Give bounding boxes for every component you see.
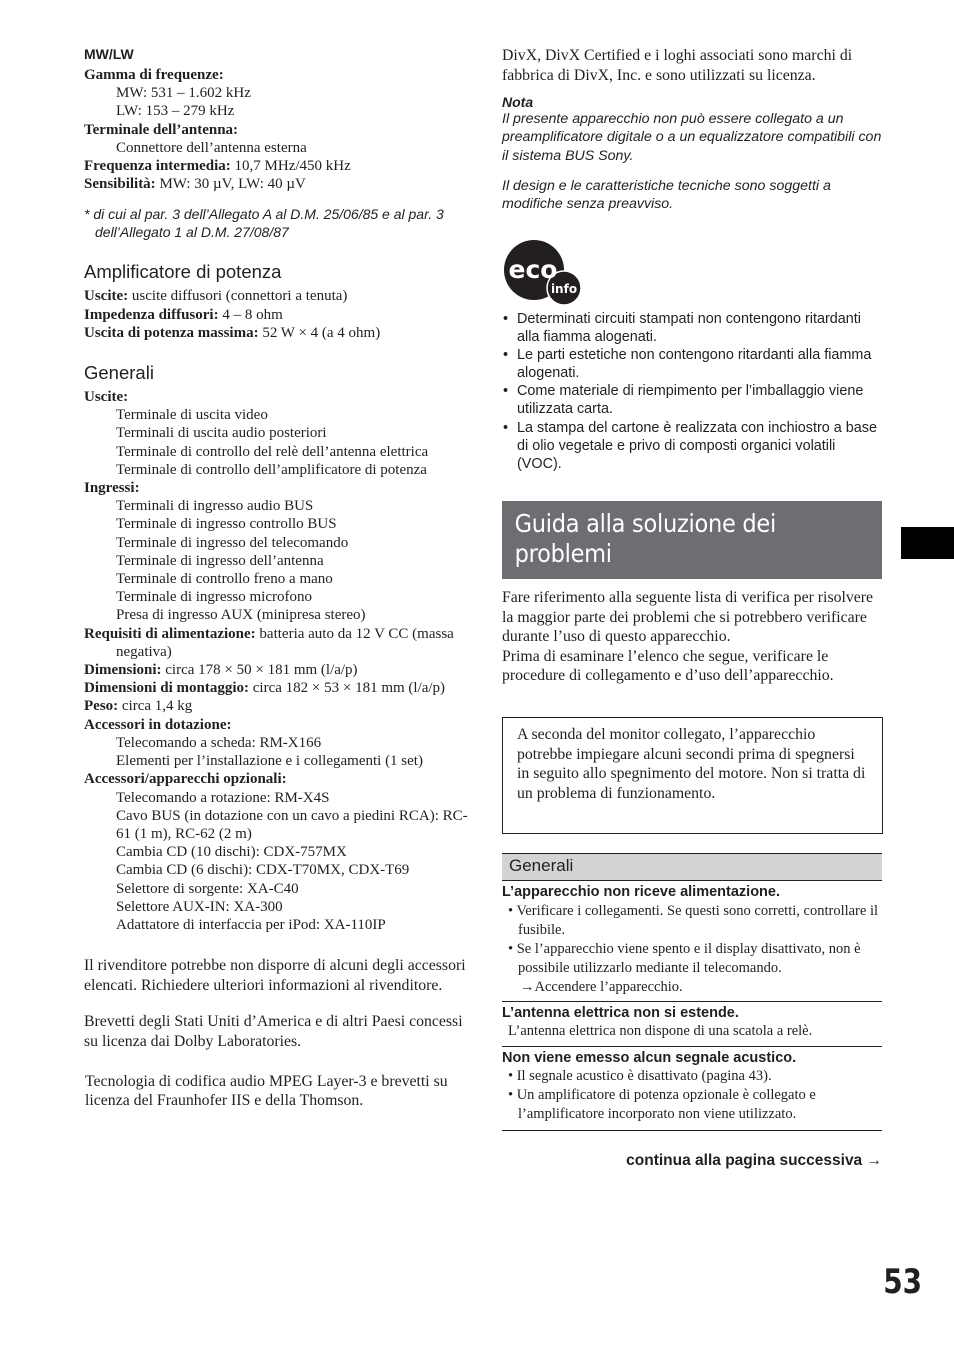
intro-paragraph-2: Prima di esaminare l’elenco che segue, verificare le procedure di collegamento e d’uso dell’apparecchio. bbox=[502, 647, 834, 685]
patents-note: Brevetti degli Stati Uniti d’America e di altri Paesi concessi su licenza dai Dolby Laboratories. bbox=[84, 1013, 463, 1050]
amp-imp-value: 4 – 8 ohm bbox=[218, 306, 283, 323]
footnote-text: di cui al par. 3 dell’Allegato A al D.M. 25/06/85 e al par. 3 dell’Allegato 1 al D.M. 27/08/87 bbox=[93, 206, 444, 241]
eco-bullet-list bbox=[502, 310, 883, 473]
trouble-title: L’apparecchio non riceve alimentazione. bbox=[502, 884, 781, 900]
section-title-line1: Guida alla soluzione dei bbox=[514, 509, 776, 538]
dim-value: circa 178 × 50 × 181 mm (l/a/p) bbox=[161, 662, 358, 679]
trouble-title: L’antenna elettrica non si estende. bbox=[502, 1005, 739, 1021]
optional-item: Cambia CD (6 dischi): CDX-T70MX, CDX-T69 bbox=[116, 862, 410, 879]
nota-text: Il presente apparecchio non può essere collegato a un preamplificatore digitale o a un equalizzatore compatibili con il sistema BUS Sony. bbox=[502, 111, 882, 164]
input-item: Terminali di ingresso audio BUS bbox=[116, 498, 314, 515]
dealer-note: Il rivenditore potrebbe non disporre di alcuni degli accessori elencati. Richiedere ulteriori informazioni al rivenditore. bbox=[84, 957, 466, 994]
output-item: Terminale di controllo del relè dell’antenna elettrica bbox=[116, 443, 429, 460]
input-item: Terminale di ingresso microfono bbox=[116, 589, 312, 606]
eco-bullet: • Le parti estetiche non contengono ritardanti alla fiamma alogenati. bbox=[502, 346, 883, 382]
mwlw-specs bbox=[84, 66, 474, 193]
divx-note: DivX, DivX Certified e i loghi associati sono marchi di fabbrica di DivX, Inc. e sono utilizzati su licenza. bbox=[502, 47, 853, 84]
dim-label: Dimensioni: bbox=[84, 662, 162, 679]
eco-bullet: • Determinati circuiti stampati non contengono ritardanti alla fiamma alogenati. bbox=[502, 310, 883, 346]
mount-label: Dimensioni di montaggio: bbox=[84, 680, 250, 697]
antenna-value: Connettore dell’antenna esterna bbox=[116, 139, 307, 156]
mount-value: circa 182 × 53 × 181 mm (l/a/p) bbox=[249, 680, 446, 697]
trouble-line: • Verificare i collegamenti. Se questi sono corretti, controllare il fusibile. bbox=[508, 903, 879, 938]
optional-item: Cavo BUS (in dotazione con un cavo a piedini RCA): RC-61 (1 m), RC-62 (2 m) bbox=[116, 807, 468, 842]
weight-label: Peso: bbox=[84, 698, 119, 715]
optional-label: Accessori/apparecchi opzionali: bbox=[84, 771, 287, 788]
optional-item: Adattatore di interfaccia per iPod: XA-110IP bbox=[116, 916, 386, 933]
amp-heading: Amplificatore di potenza bbox=[84, 261, 282, 283]
trouble-action bbox=[502, 978, 882, 997]
intro-paragraph-1: Fare riferimento alla seguente lista di verifica per risolvere la maggior parte dei problemi che si potrebbero verificare durante l’uso di questo apparecchio. bbox=[502, 589, 874, 646]
eco-logo-small-text: info bbox=[550, 282, 578, 296]
amp-specs bbox=[84, 287, 474, 342]
range-label: Gamma di frequenze: bbox=[84, 67, 224, 83]
trouble-line: • Il segnale acustico è disattivato (pagina 43). bbox=[508, 1068, 772, 1084]
amp-max-value: 52 W × 4 (a 4 ohm) bbox=[258, 324, 381, 341]
sens-value: MW: 30 µV, LW: 40 µV bbox=[155, 176, 306, 193]
amp-out-value: uscite diffusori (connettori a tenuta) bbox=[128, 288, 348, 305]
supplied-label: Accessori in dotazione: bbox=[84, 716, 232, 733]
optional-item: Telecomando a rotazione: RM-X4S bbox=[116, 789, 330, 806]
section-title-banner bbox=[502, 501, 882, 579]
input-item: Terminale di ingresso controllo BUS bbox=[116, 516, 337, 533]
footnote bbox=[84, 205, 474, 241]
weight-value: circa 1,4 kg bbox=[118, 698, 193, 715]
input-item: Terminale di ingresso dell’antenna bbox=[116, 552, 324, 569]
continue-note bbox=[502, 1152, 882, 1170]
right-column bbox=[502, 46, 883, 213]
divider bbox=[502, 1046, 882, 1047]
range-lw: LW: 153 – 279 kHz bbox=[116, 103, 235, 120]
if-value: 10,7 MHz/450 kHz bbox=[230, 158, 351, 175]
supplied-item: Elementi per l’installazione e i collegamenti (1 set) bbox=[116, 753, 423, 770]
trouble-line: • Un amplificatore di potenza opzionale è collegato e l’amplificatore incorporato non viene utilizzato. bbox=[508, 1087, 816, 1122]
eco-bullet: • La stampa del cartone è realizzata con inchiostro a base di olio vegetale e privo di composti organici volatili (VOC). bbox=[502, 419, 883, 473]
continue-text: continua alla pagina successiva bbox=[626, 1152, 863, 1169]
eco-info-logo bbox=[503, 240, 583, 305]
optional-item: Selettore AUX-IN: XA-300 bbox=[116, 898, 283, 915]
mpeg-note: Tecnologia di codifica audio MPEG Layer-3 e brevetti su licenza del Fraunhofer IIS e della Thomson. bbox=[85, 1072, 448, 1110]
divider bbox=[502, 1001, 882, 1002]
amp-imp-label: Impedenza diffusori: bbox=[84, 306, 219, 323]
range-mw: MW: 531 – 1.602 kHz bbox=[116, 85, 251, 102]
power-label: Requisiti di alimentazione: bbox=[84, 625, 256, 642]
outputs-label: Uscite: bbox=[84, 389, 129, 406]
page-number: 53 bbox=[883, 1262, 922, 1302]
trouble-item bbox=[502, 883, 882, 997]
trouble-line: • Se l’apparecchio viene spento e il display disattivato, non è possibile utilizzarlo mediante il telecomando. bbox=[508, 941, 861, 976]
supplied-item: Telecomando a scheda: RM-X166 bbox=[116, 734, 322, 751]
optional-item: Selettore di sorgente: XA-C40 bbox=[116, 880, 299, 897]
input-item: Terminale di controllo freno a mano bbox=[116, 571, 333, 588]
output-item: Terminali di uscita audio posteriori bbox=[116, 425, 327, 442]
section-tab-marker bbox=[901, 527, 954, 559]
footnote-mark: * bbox=[84, 206, 94, 223]
general-specs bbox=[84, 388, 474, 934]
input-item: Presa di ingresso AUX (minipresa stereo) bbox=[116, 607, 366, 624]
amp-max-label: Uscita di potenza massima: bbox=[84, 324, 259, 341]
design-note: Il design e le caratteristiche tecniche sono soggetti a modifiche senza preavviso. bbox=[502, 177, 831, 212]
generali-bar bbox=[502, 853, 882, 881]
power-value: batteria auto da 12 V CC (massa negativa) bbox=[116, 625, 454, 660]
mwlw-heading: MW/LW bbox=[84, 46, 134, 62]
divider bbox=[502, 1130, 882, 1131]
trouble-line: L’antenna elettrica non dispone di una scatola a relè. bbox=[508, 1023, 813, 1039]
monitor-note-text: A seconda del monitor collegato, l’apparecchio potrebbe impiegare alcuni secondi prima di spegnersi in seguito allo spegnimento del motore. Non si tratta di un problema di funzionamento. bbox=[517, 726, 866, 802]
sens-label: Sensibilità: bbox=[84, 176, 156, 193]
generali-bar-label: Generali bbox=[509, 856, 574, 875]
trouble-item bbox=[502, 1049, 882, 1124]
monitor-note-box bbox=[502, 717, 883, 834]
general-heading: Generali bbox=[84, 362, 154, 384]
arrow-right-icon: → bbox=[520, 979, 535, 995]
optional-item: Cambia CD (10 dischi): CDX-757MX bbox=[116, 844, 347, 861]
left-column bbox=[84, 46, 474, 1111]
arrow-right-icon: → bbox=[866, 1152, 882, 1169]
trouble-item bbox=[502, 1004, 882, 1041]
output-item: Terminale di uscita video bbox=[116, 407, 268, 424]
eco-logo-big-text: eco bbox=[508, 255, 558, 284]
input-item: Terminale di ingresso del telecomando bbox=[116, 534, 349, 551]
output-item: Terminale di controllo dell’amplificatore di potenza bbox=[116, 461, 427, 478]
section-title-line2: problemi bbox=[514, 539, 612, 568]
amp-out-label: Uscite: bbox=[84, 288, 129, 305]
eco-bullet: • Come materiale di riempimento per l’imballaggio viene utilizzata carta. bbox=[502, 382, 883, 418]
intro bbox=[502, 588, 884, 686]
if-label: Frequenza intermedia: bbox=[84, 158, 231, 175]
nota-heading: Nota bbox=[502, 94, 534, 111]
trouble-title: Non viene emesso alcun segnale acustico. bbox=[502, 1050, 797, 1066]
trouble-action-text: Accendere l’apparecchio. bbox=[534, 979, 683, 995]
antenna-label: Terminale dell’antenna: bbox=[84, 121, 239, 138]
inputs-label: Ingressi: bbox=[84, 480, 140, 497]
